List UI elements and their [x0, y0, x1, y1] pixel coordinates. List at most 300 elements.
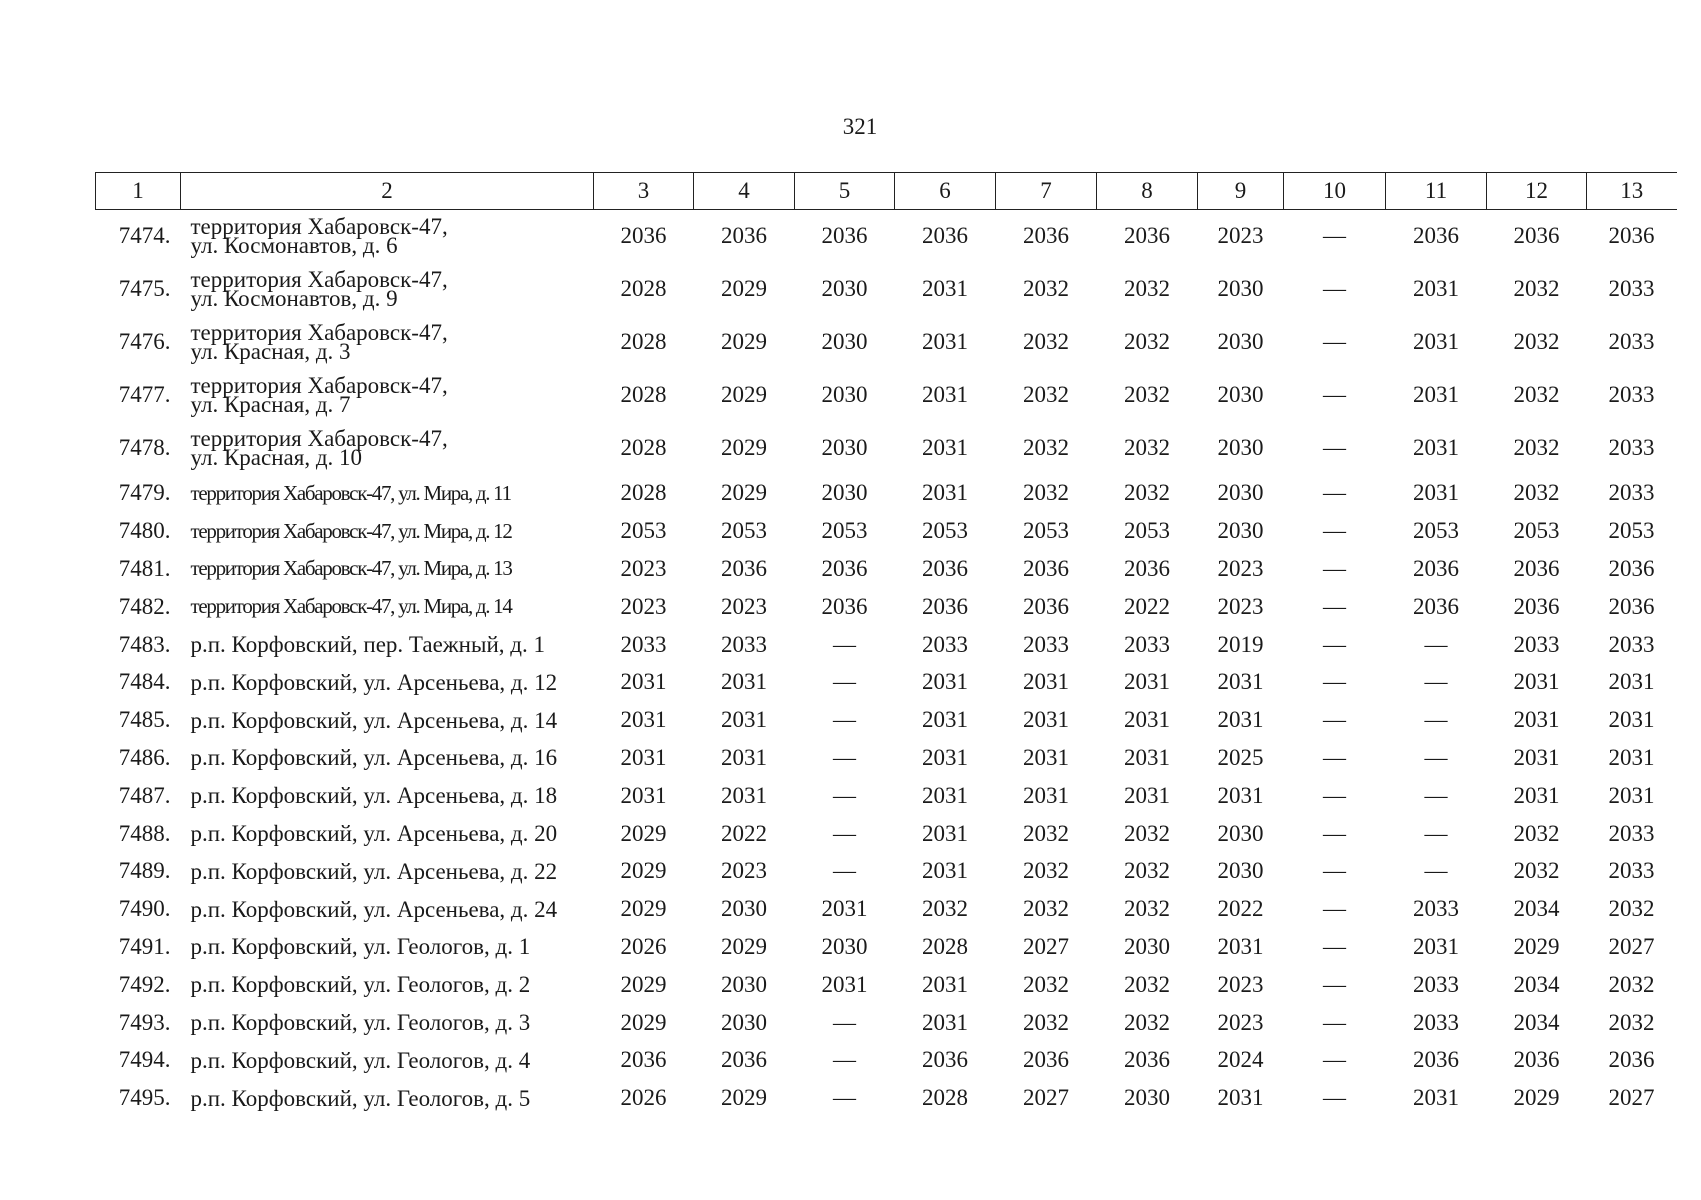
year-cell: —: [1323, 1009, 1346, 1035]
year-cell: 2031: [1413, 480, 1459, 506]
row-number: 7489.: [118, 858, 171, 884]
year-cell: 2031: [1608, 707, 1655, 733]
year-cell: 2031: [721, 744, 767, 770]
year-cell: 2023: [1217, 971, 1264, 997]
year-cell: 2031: [721, 669, 767, 695]
year-cell: 2032: [1124, 276, 1170, 301]
year-cell: 2023: [721, 593, 767, 619]
year-cell: —: [833, 669, 856, 695]
year-cell: 2036: [1413, 593, 1459, 619]
year-cell: 2036: [821, 223, 868, 249]
year-cell: 2032: [1124, 820, 1170, 846]
year-cell: 2031: [1513, 669, 1560, 695]
column-header: 11: [1386, 173, 1487, 210]
year-cell: 2033: [1513, 631, 1560, 657]
year-cell: —: [1424, 744, 1448, 770]
year-cell: 2053: [1023, 518, 1069, 544]
table-row: [96, 1041, 1677, 1079]
year-cell: 2029: [721, 382, 767, 407]
year-cell: —: [1424, 858, 1448, 884]
year-cell: 2022: [1124, 593, 1170, 619]
year-cell: 2032: [922, 896, 968, 922]
year-cell: —: [1323, 820, 1346, 846]
year-cell: 2032: [1023, 820, 1069, 846]
year-cell: 2028: [922, 1085, 968, 1111]
table-body: [96, 210, 1677, 1118]
year-cell: 2031: [821, 971, 868, 997]
year-cell: 2029: [620, 858, 667, 884]
year-cell: 2022: [1217, 896, 1264, 922]
row-number: 7476.: [118, 329, 171, 354]
year-cell: 2023: [1217, 1009, 1264, 1035]
address-cell: [181, 890, 594, 928]
table-row: [96, 316, 1677, 369]
year-cell: —: [833, 707, 856, 733]
year-cell: 2031: [1413, 276, 1459, 301]
year-cell: —: [1323, 707, 1346, 733]
year-cell: 2036: [1023, 223, 1069, 249]
column-header: 2: [181, 173, 594, 210]
address-line: территория Хабаровск-47, ул. Мира, д. 11: [190, 480, 511, 505]
year-cell: 2033: [1608, 820, 1655, 846]
year-cell: 2032: [1513, 858, 1560, 884]
year-cell: 2030: [721, 896, 767, 922]
year-cell: 2032: [1023, 896, 1069, 922]
year-cell: 2034: [1513, 971, 1560, 997]
year-cell: 2023: [1217, 223, 1264, 249]
year-cell: 2031: [821, 896, 868, 922]
year-cell: 2053: [922, 518, 968, 544]
address-cell: [181, 777, 594, 815]
year-cell: 2023: [1217, 555, 1264, 581]
table-row: [96, 739, 1677, 777]
year-cell: 2030: [821, 276, 868, 301]
year-cell: 2028: [620, 480, 667, 506]
year-cell: 2028: [620, 382, 667, 407]
table-row: [96, 512, 1677, 550]
year-cell: 2031: [1413, 382, 1459, 407]
year-cell: 2036: [922, 555, 968, 581]
year-cell: 2053: [1124, 518, 1170, 544]
year-cell: 2036: [922, 223, 968, 249]
year-cell: 2032: [1513, 820, 1560, 846]
column-header: 8: [1097, 173, 1198, 210]
year-cell: 2034: [1513, 1009, 1560, 1035]
year-cell: 2036: [1023, 1047, 1069, 1073]
year-cell: 2036: [1124, 555, 1170, 581]
year-cell: 2033: [922, 631, 968, 657]
year-cell: 2036: [1413, 223, 1459, 249]
year-cell: 2031: [922, 782, 968, 808]
address-line: р.п. Корфовский, ул. Арсеньева, д. 14: [190, 707, 558, 733]
row-number: 7487.: [118, 782, 171, 808]
year-cell: 2032: [1023, 382, 1069, 407]
year-cell: 2036: [1608, 555, 1655, 581]
address-cell: [181, 588, 594, 626]
year-cell: 2053: [821, 518, 868, 544]
year-cell: 2027: [1023, 1085, 1069, 1111]
year-cell: —: [1323, 518, 1346, 544]
table-row: [96, 852, 1677, 890]
year-cell: 2033: [1413, 1009, 1459, 1035]
year-cell: 2029: [620, 1009, 667, 1035]
year-cell: 2033: [1608, 480, 1655, 506]
year-cell: 2032: [1608, 896, 1655, 922]
column-header: 9: [1198, 173, 1284, 210]
table-row: [96, 263, 1677, 316]
year-cell: 2031: [922, 382, 968, 407]
year-cell: 2036: [721, 1047, 767, 1073]
year-cell: 2031: [1608, 744, 1655, 770]
year-cell: 2029: [1513, 1085, 1560, 1111]
year-cell: 2019: [1217, 631, 1264, 657]
address-line: территория Хабаровск-47, ул. Мира, д. 13: [190, 556, 512, 581]
address-cell: [181, 815, 594, 853]
address-cell: [181, 422, 594, 475]
year-cell: 2031: [1413, 435, 1459, 460]
address-line: р.п. Корфовский, ул. Геологов, д. 1: [190, 934, 531, 960]
table-row: [96, 928, 1677, 966]
table-row: [96, 777, 1677, 815]
year-cell: 2031: [620, 669, 667, 695]
year-cell: 2031: [1124, 782, 1170, 808]
address-cell: [181, 928, 594, 966]
row-number: 7483.: [118, 631, 171, 657]
row-number: 7484.: [118, 669, 171, 695]
year-cell: 2031: [1217, 782, 1264, 808]
year-cell: 2033: [1608, 858, 1655, 884]
year-cell: 2036: [1023, 593, 1069, 619]
year-cell: 2022: [721, 820, 767, 846]
year-cell: 2032: [1023, 435, 1069, 460]
address-cell: [181, 512, 594, 550]
row-number: 7495.: [118, 1085, 171, 1111]
year-cell: —: [1424, 631, 1448, 657]
address-line: территория Хабаровск-47, ул. Мира, д. 12: [190, 518, 512, 543]
address-cell: [181, 550, 594, 588]
year-cell: 2036: [1513, 1047, 1560, 1073]
year-cell: 2036: [1124, 1047, 1170, 1073]
year-cell: 2032: [1124, 382, 1170, 407]
year-cell: —: [833, 820, 856, 846]
page-number: 321: [842, 114, 878, 139]
year-cell: 2036: [620, 1047, 667, 1073]
year-cell: —: [833, 1047, 856, 1073]
year-cell: —: [1323, 858, 1346, 884]
table-row: [96, 626, 1677, 664]
year-cell: 2036: [1413, 555, 1459, 581]
year-cell: 2030: [1124, 933, 1170, 959]
year-cell: 2028: [922, 933, 968, 959]
year-cell: 2053: [1413, 518, 1459, 544]
address-line: р.п. Корфовский, ул. Арсеньева, д. 18: [190, 783, 558, 809]
row-number: 7493.: [118, 1009, 171, 1035]
year-cell: 2029: [1513, 933, 1560, 959]
year-cell: 2032: [1513, 329, 1560, 354]
year-cell: 2030: [1217, 276, 1264, 301]
year-cell: 2033: [1608, 276, 1655, 301]
year-cell: 2031: [1023, 707, 1069, 733]
year-cell: 2027: [1608, 1085, 1655, 1111]
column-header: 10: [1284, 173, 1386, 210]
table-row: [96, 815, 1677, 853]
year-cell: 2036: [821, 593, 868, 619]
address-cell: [181, 701, 594, 739]
year-cell: 2036: [1513, 223, 1560, 249]
row-number: 7478.: [118, 435, 171, 460]
year-cell: 2023: [620, 593, 667, 619]
address-cell: [181, 1004, 594, 1042]
year-cell: 2030: [1217, 480, 1264, 506]
year-cell: 2028: [620, 329, 667, 354]
address-line: ул. Красная, д. 3: [190, 339, 351, 364]
year-cell: 2032: [1513, 435, 1560, 460]
year-cell: 2031: [1023, 782, 1069, 808]
table-row: [96, 475, 1677, 513]
year-cell: 2029: [721, 329, 767, 354]
year-cell: 2023: [1217, 593, 1264, 619]
year-cell: —: [1424, 669, 1448, 695]
address-line: территория Хабаровск-47,: [190, 214, 448, 240]
year-cell: 2031: [922, 329, 968, 354]
year-cell: 2031: [620, 744, 667, 770]
year-cell: 2031: [1124, 669, 1170, 695]
year-cell: 2032: [1124, 480, 1170, 506]
year-cell: 2027: [1608, 933, 1655, 959]
year-cell: 2053: [1608, 518, 1655, 544]
year-cell: 2030: [821, 382, 868, 407]
column-header-row: [96, 173, 1677, 210]
year-cell: 2031: [1513, 782, 1560, 808]
year-cell: 2031: [1217, 707, 1264, 733]
year-cell: 2027: [1023, 933, 1069, 959]
year-cell: 2031: [922, 276, 968, 301]
year-cell: 2032: [1608, 1009, 1655, 1035]
year-cell: 2025: [1217, 744, 1264, 770]
row-number: 7480.: [118, 518, 171, 544]
year-cell: 2032: [1023, 858, 1069, 884]
address-cell: [181, 966, 594, 1004]
year-cell: 2031: [721, 707, 767, 733]
address-line: территория Хабаровск-47, ул. Мира, д. 14: [190, 594, 512, 619]
year-cell: 2031: [922, 707, 968, 733]
year-cell: 2053: [620, 518, 667, 544]
year-cell: 2029: [721, 1085, 767, 1111]
address-line: р.п. Корфовский, пер. Таежный, д. 1: [190, 632, 545, 658]
year-cell: —: [1323, 1085, 1346, 1111]
address-line: р.п. Корфовский, ул. Арсеньева, д. 12: [190, 669, 558, 695]
column-header: 7: [996, 173, 1097, 210]
year-cell: —: [833, 1085, 856, 1111]
row-number: 7488.: [118, 820, 171, 846]
year-cell: 2031: [1124, 744, 1170, 770]
year-cell: 2031: [1124, 707, 1170, 733]
column-header: 1: [96, 173, 181, 210]
year-cell: —: [1323, 1047, 1346, 1073]
year-cell: 2031: [620, 782, 667, 808]
table-row: [96, 210, 1677, 263]
row-number: 7486.: [118, 744, 171, 770]
address-line: р.п. Корфовский, ул. Геологов, д. 5: [190, 1085, 531, 1111]
address-line: ул. Космонавтов, д. 9: [190, 286, 398, 311]
year-cell: 2033: [1124, 631, 1170, 657]
address-cell: [181, 475, 594, 513]
year-cell: 2030: [1217, 518, 1264, 544]
year-cell: 2033: [1608, 435, 1655, 460]
year-cell: 2036: [1608, 593, 1655, 619]
year-cell: 2032: [1124, 1009, 1170, 1035]
year-cell: 2030: [1217, 858, 1264, 884]
data-table: [95, 172, 1677, 1117]
year-cell: 2023: [620, 555, 667, 581]
year-cell: 2032: [1023, 276, 1069, 301]
year-cell: —: [833, 782, 856, 808]
year-cell: 2032: [1608, 971, 1655, 997]
year-cell: 2036: [1023, 555, 1069, 581]
year-cell: —: [1323, 669, 1346, 695]
year-cell: —: [1424, 820, 1448, 846]
year-cell: 2033: [1608, 329, 1655, 354]
year-cell: 2031: [1023, 669, 1069, 695]
year-cell: 2036: [1413, 1047, 1459, 1073]
year-cell: 2032: [1124, 435, 1170, 460]
address-line: территория Хабаровск-47,: [190, 373, 448, 398]
year-cell: 2030: [821, 933, 868, 959]
column-header: 4: [694, 173, 795, 210]
row-number: 7494.: [118, 1047, 171, 1073]
year-cell: 2030: [1217, 329, 1264, 354]
year-cell: 2031: [1608, 782, 1655, 808]
year-cell: —: [833, 631, 856, 657]
year-cell: —: [1323, 435, 1346, 460]
address-line: ул. Космонавтов, д. 6: [190, 233, 398, 259]
year-cell: 2031: [1513, 707, 1560, 733]
year-cell: 2031: [922, 480, 968, 506]
year-cell: 2024: [1217, 1047, 1264, 1073]
year-cell: —: [1323, 971, 1346, 997]
year-cell: 2032: [1513, 382, 1560, 407]
year-cell: —: [1424, 707, 1448, 733]
year-cell: —: [1424, 782, 1448, 808]
year-cell: —: [1323, 896, 1346, 922]
table-row: [96, 369, 1677, 422]
year-cell: 2031: [1413, 933, 1459, 959]
row-number: 7490.: [118, 896, 171, 922]
year-cell: 2036: [620, 223, 667, 249]
year-cell: 2023: [721, 858, 767, 884]
year-cell: 2030: [1217, 820, 1264, 846]
year-cell: 2026: [620, 1085, 667, 1111]
year-cell: 2031: [922, 858, 968, 884]
table-row: [96, 550, 1677, 588]
year-cell: 2031: [1023, 744, 1069, 770]
year-cell: 2030: [1217, 435, 1264, 460]
year-cell: 2031: [922, 435, 968, 460]
year-cell: 2036: [721, 555, 767, 581]
year-cell: 2032: [1124, 329, 1170, 354]
address-line: территория Хабаровск-47,: [190, 426, 448, 451]
year-cell: 2026: [620, 933, 667, 959]
year-cell: 2036: [922, 1047, 968, 1073]
address-line: р.п. Корфовский, ул. Арсеньева, д. 20: [190, 821, 558, 847]
table-row: [96, 663, 1677, 701]
year-cell: 2032: [1513, 480, 1560, 506]
year-cell: 2031: [1217, 669, 1264, 695]
table-row: [96, 890, 1677, 928]
year-cell: 2031: [922, 1009, 968, 1035]
row-number: 7477.: [118, 382, 171, 407]
year-cell: 2033: [1608, 631, 1655, 657]
year-cell: 2032: [1124, 971, 1170, 997]
year-cell: —: [833, 858, 856, 884]
year-cell: —: [1323, 555, 1346, 581]
year-cell: 2029: [721, 480, 767, 506]
table-row: [96, 1004, 1677, 1042]
year-cell: 2030: [1124, 1085, 1170, 1111]
year-cell: 2032: [1023, 971, 1069, 997]
address-line: р.п. Корфовский, ул. Арсеньева, д. 16: [190, 745, 558, 771]
row-number: 7492.: [118, 971, 171, 997]
year-cell: 2033: [721, 631, 767, 657]
address-line: ул. Красная, д. 7: [190, 392, 351, 417]
year-cell: 2031: [922, 971, 968, 997]
address-cell: [181, 1079, 594, 1117]
year-cell: 2036: [721, 223, 767, 249]
year-cell: 2032: [1023, 480, 1069, 506]
year-cell: 2031: [721, 782, 767, 808]
year-cell: 2031: [1413, 1085, 1459, 1111]
year-cell: 2031: [922, 669, 968, 695]
year-cell: —: [833, 1009, 856, 1035]
year-cell: 2029: [620, 971, 667, 997]
year-cell: 2031: [1513, 744, 1560, 770]
year-cell: 2029: [620, 820, 667, 846]
column-header: 6: [895, 173, 996, 210]
address-line: р.п. Корфовский, ул. Арсеньева, д. 22: [190, 858, 558, 884]
year-cell: 2029: [620, 896, 667, 922]
year-cell: —: [1323, 480, 1346, 506]
table-row: [96, 422, 1677, 475]
year-cell: 2032: [1023, 1009, 1069, 1035]
column-header: 12: [1487, 173, 1587, 210]
year-cell: 2033: [1413, 896, 1459, 922]
year-cell: 2031: [1413, 329, 1459, 354]
address-line: р.п. Корфовский, ул. Геологов, д. 4: [190, 1047, 531, 1073]
address-cell: [181, 369, 594, 422]
year-cell: 2033: [1413, 971, 1459, 997]
address-cell: [181, 1041, 594, 1079]
year-cell: 2031: [1217, 933, 1264, 959]
year-cell: 2030: [821, 435, 868, 460]
year-cell: —: [1323, 933, 1346, 959]
year-cell: 2032: [1023, 329, 1069, 354]
year-cell: 2029: [721, 435, 767, 460]
year-cell: —: [1323, 276, 1346, 301]
year-cell: 2033: [1023, 631, 1069, 657]
column-header: 5: [795, 173, 895, 210]
year-cell: —: [1323, 593, 1346, 619]
year-cell: 2031: [1608, 669, 1655, 695]
year-cell: —: [1323, 223, 1346, 249]
year-cell: 2033: [620, 631, 667, 657]
year-cell: 2030: [821, 480, 868, 506]
year-cell: 2030: [721, 971, 767, 997]
year-cell: 2032: [1124, 896, 1170, 922]
year-cell: 2034: [1513, 896, 1560, 922]
year-cell: —: [1323, 329, 1346, 354]
table-row: [96, 966, 1677, 1004]
year-cell: 2036: [1608, 223, 1655, 249]
